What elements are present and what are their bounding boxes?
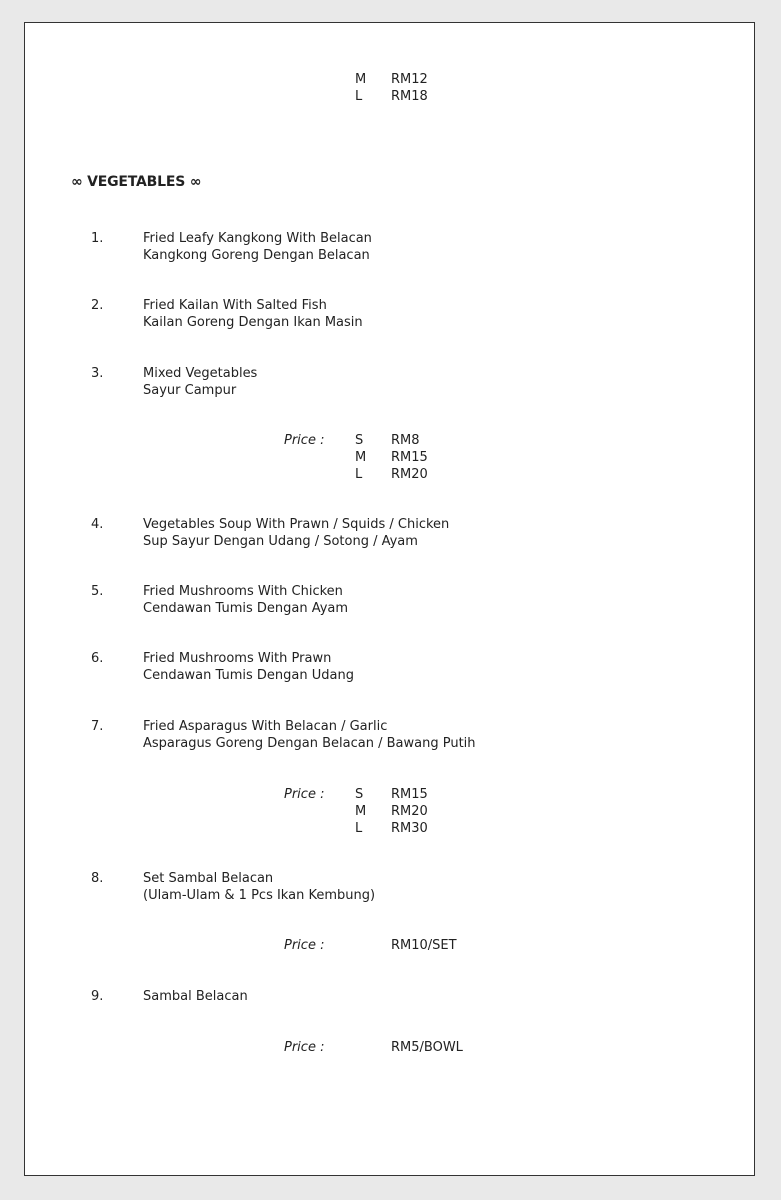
- size-l: L: [355, 89, 363, 104]
- item-number: 9.: [91, 989, 104, 1004]
- item-number: 6.: [91, 651, 104, 666]
- item-name-malay: Kailan Goreng Dengan Ikan Masin: [143, 315, 363, 330]
- price-m: RM15: [391, 450, 428, 465]
- size-m: M: [355, 450, 367, 465]
- price-l: RM20: [391, 467, 428, 482]
- item-number: 8.: [91, 871, 104, 886]
- size-l: L: [355, 821, 363, 836]
- item-number: 2.: [91, 298, 104, 313]
- item-name: Fried Leafy Kangkong With Belacan: [143, 231, 372, 246]
- item-name: Fried Kailan With Salted Fish: [143, 298, 327, 313]
- price-l: RM18: [391, 89, 428, 104]
- price-label: Price :: [284, 433, 325, 448]
- price-label: Price :: [284, 938, 325, 953]
- item-name-malay: Sayur Campur: [143, 383, 237, 398]
- item-number: 7.: [91, 719, 104, 734]
- item-number: 3.: [91, 366, 104, 381]
- size-m: M: [355, 804, 367, 819]
- item-name: Fried Mushrooms With Prawn: [143, 651, 332, 666]
- size-l: L: [355, 467, 363, 482]
- price-m: RM12: [391, 72, 428, 87]
- section-title: ∞ VEGETABLES ∞: [71, 174, 202, 190]
- item-name-malay: Cendawan Tumis Dengan Udang: [143, 668, 354, 683]
- item-name-malay: Asparagus Goreng Dengan Belacan / Bawang Putih: [143, 736, 476, 751]
- item-name-malay: Kangkong Goreng Dengan Belacan: [143, 248, 370, 263]
- size-m: M: [355, 72, 367, 87]
- item-number: 5.: [91, 584, 104, 599]
- item-name: Mixed Vegetables: [143, 366, 258, 381]
- item-name-malay: Cendawan Tumis Dengan Ayam: [143, 601, 349, 616]
- price-s: RM15: [391, 787, 428, 802]
- item-name: Sambal Belacan: [143, 989, 248, 1004]
- item-name-malay: (Ulam-Ulam & 1 Pcs Ikan Kembung): [143, 888, 376, 903]
- item-number: 1.: [91, 231, 104, 246]
- item-name: Vegetables Soup With Prawn / Squids / Chicken: [143, 517, 450, 532]
- price-label: Price :: [284, 787, 325, 802]
- item-name: Set Sambal Belacan: [143, 871, 274, 886]
- item-number: 4.: [91, 517, 104, 532]
- size-s: S: [355, 433, 364, 448]
- price-m: RM20: [391, 804, 428, 819]
- size-s: S: [355, 787, 364, 802]
- menu-page: [24, 22, 755, 1176]
- item-name: Fried Mushrooms With Chicken: [143, 584, 343, 599]
- price-label: Price :: [284, 1040, 325, 1055]
- price-s: RM8: [391, 433, 420, 448]
- price-per-set: RM10/SET: [391, 938, 457, 953]
- item-name: Fried Asparagus With Belacan / Garlic: [143, 719, 388, 734]
- item-name-malay: Sup Sayur Dengan Udang / Sotong / Ayam: [143, 534, 418, 549]
- price-l: RM30: [391, 821, 428, 836]
- price-per-bowl: RM5/BOWL: [391, 1040, 463, 1055]
